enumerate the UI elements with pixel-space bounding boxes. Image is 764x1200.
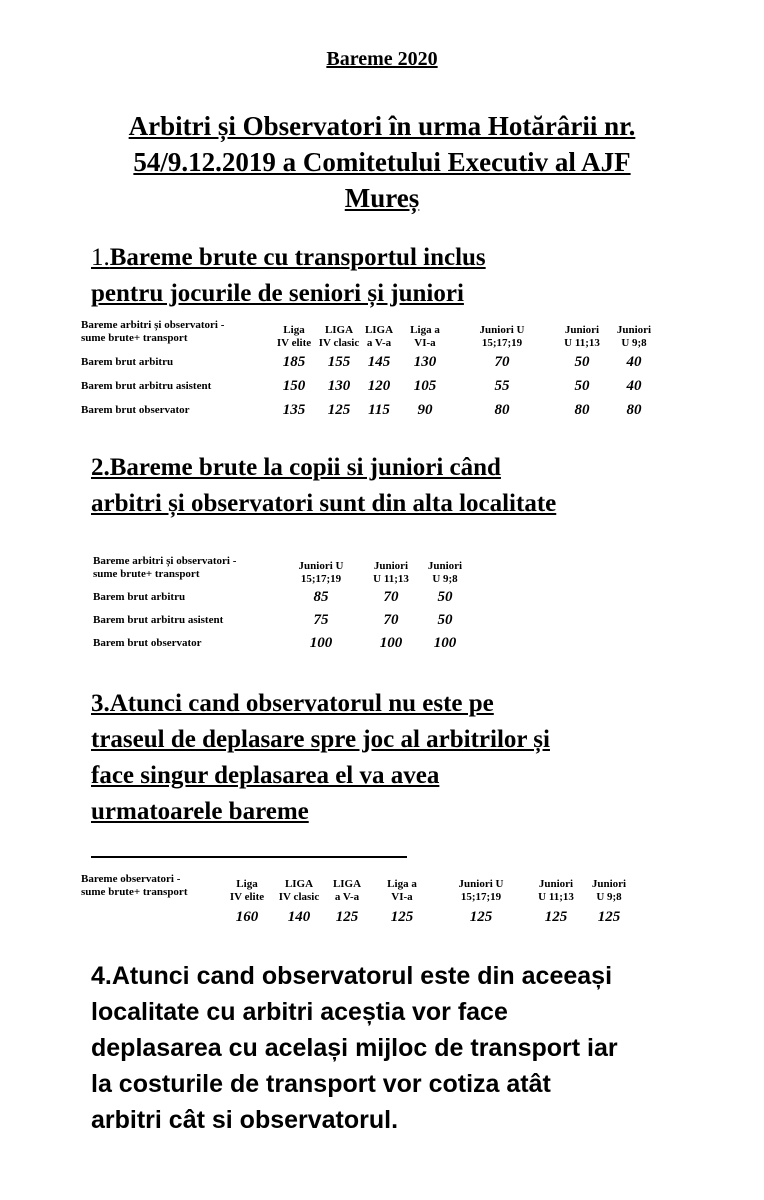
section4-paragraph bbox=[91, 958, 731, 1138]
cell-value: 70 bbox=[494, 353, 510, 370]
row-label-empty bbox=[81, 904, 223, 930]
table-row bbox=[93, 632, 467, 655]
cell-value: 50 bbox=[437, 589, 453, 605]
column-header: LIGA IV clasic bbox=[318, 324, 360, 349]
column-header: Liga IV elite bbox=[276, 324, 312, 349]
cell-value: 85 bbox=[313, 589, 329, 605]
cell-value: 135 bbox=[282, 401, 306, 418]
table-row bbox=[81, 904, 631, 930]
section4-line: deplasarea cu același mijloc de transport iar bbox=[91, 1034, 618, 1062]
row-label: Barem brut arbitru asistent bbox=[81, 379, 212, 392]
cell-value: 140 bbox=[287, 908, 311, 925]
section1-heading-line: Bareme brute cu transportul inclus bbox=[109, 244, 486, 271]
cell-value: 130 bbox=[413, 353, 437, 370]
cell-value: 70 bbox=[383, 612, 399, 628]
cell-value: 100 bbox=[379, 635, 403, 651]
cell-value: 40 bbox=[626, 377, 642, 394]
column-header: Juniori U 15;17;19 bbox=[298, 560, 344, 585]
column-header: Liga a VI-a bbox=[387, 878, 417, 903]
column-header: LIGA a V-a bbox=[332, 878, 362, 903]
cell-value: 120 bbox=[367, 377, 391, 394]
column-header: LIGA IV clasic bbox=[278, 878, 320, 903]
table-row bbox=[93, 609, 467, 632]
column-header: LIGA a V-a bbox=[364, 324, 394, 349]
section4-line: localitate cu arbitri aceștia vor face bbox=[91, 998, 508, 1026]
section4-line: 4.Atunci cand observatorul este din aceeași bbox=[91, 962, 613, 990]
column-header: Juniori U 11;13 bbox=[538, 878, 574, 903]
cell-value: 100 bbox=[309, 635, 333, 651]
row-label: Barem brut observator bbox=[81, 403, 190, 416]
column-header: Juniori U 15;17;19 bbox=[458, 878, 504, 903]
column-header: Juniori U 9;8 bbox=[591, 878, 627, 903]
section4-line: arbitri cât si observatorul. bbox=[91, 1106, 399, 1134]
row-label: Barem brut arbitru bbox=[81, 355, 174, 368]
cell-value: 125 bbox=[390, 908, 414, 925]
table-header-row bbox=[81, 314, 655, 350]
table-header-row bbox=[93, 550, 467, 586]
cell-value: 160 bbox=[235, 908, 259, 925]
cell-value: 50 bbox=[574, 377, 590, 394]
cell-value: 80 bbox=[626, 401, 642, 418]
column-header: Juniori U 15;17;19 bbox=[479, 324, 525, 349]
cell-value: 100 bbox=[433, 635, 457, 651]
cell-value: 40 bbox=[626, 353, 642, 370]
cell-value: 55 bbox=[494, 377, 510, 394]
cell-value: 115 bbox=[368, 401, 390, 418]
cell-value: 50 bbox=[574, 353, 590, 370]
cell-value: 150 bbox=[282, 377, 306, 394]
section3-heading-line: 3.Atunci cand observatorul nu este pe bbox=[91, 690, 494, 717]
section3-table bbox=[81, 868, 631, 930]
cell-value: 125 bbox=[327, 401, 351, 418]
table-row bbox=[81, 398, 655, 422]
row-label: Barem brut observator bbox=[93, 637, 202, 649]
cell-value: 125 bbox=[469, 908, 493, 925]
cell-value: 80 bbox=[574, 401, 590, 418]
column-header: Juniori U 9;8 bbox=[616, 324, 652, 349]
row-label: Barem brut arbitru bbox=[93, 591, 186, 603]
main-title-line: 54/9.12.2019 a Comitetului Executiv al AJF bbox=[133, 147, 631, 177]
cell-value: 125 bbox=[597, 908, 621, 925]
table-corner-label: Bareme arbitri și observatori - sume brute+ transport bbox=[93, 555, 237, 580]
section1-heading-line: pentru jocurile de seniori și juniori bbox=[91, 280, 464, 307]
cell-value: 155 bbox=[327, 353, 351, 370]
cell-value: 80 bbox=[494, 401, 510, 418]
main-title-line: Mureș bbox=[344, 183, 420, 213]
cell-value: 105 bbox=[413, 377, 437, 394]
section1-table bbox=[81, 314, 655, 422]
table-row bbox=[81, 374, 655, 398]
section2-heading-line: 2.Bareme brute la copii si juniori când bbox=[91, 454, 501, 481]
section2-table bbox=[93, 550, 467, 655]
section1-heading bbox=[91, 240, 486, 312]
cell-value: 75 bbox=[313, 612, 329, 628]
column-header: Juniori U 11;13 bbox=[373, 560, 409, 585]
table-header-row bbox=[81, 868, 631, 904]
column-header: Liga a VI-a bbox=[410, 324, 440, 349]
cell-value: 125 bbox=[544, 908, 568, 925]
section2-heading bbox=[91, 450, 556, 522]
table-corner-label: Bareme observatori - sume brute+ transport bbox=[81, 873, 188, 898]
cell-value: 185 bbox=[282, 353, 306, 370]
cell-value: 130 bbox=[327, 377, 351, 394]
divider-line bbox=[91, 856, 407, 858]
section4-line: la costurile de transport vor cotiza atât bbox=[91, 1070, 551, 1098]
section1-number: 1. bbox=[91, 244, 110, 271]
table-row bbox=[81, 350, 655, 374]
document-title: Bareme 2020 bbox=[326, 48, 438, 70]
section2-heading-line: arbitri și observatori sunt din alta localitate bbox=[91, 490, 557, 517]
section3-heading-line: urmatoarele bareme bbox=[91, 798, 309, 825]
table-corner-label: Bareme arbitri și observatori - sume brute+ transport bbox=[81, 319, 225, 344]
column-header: Juniori U 9;8 bbox=[427, 560, 463, 585]
section3-heading bbox=[91, 686, 550, 830]
table-row bbox=[93, 586, 467, 609]
section3-heading-line: face singur deplasarea el va avea bbox=[91, 762, 440, 789]
cell-value: 70 bbox=[383, 589, 399, 605]
cell-value: 50 bbox=[437, 612, 453, 628]
cell-value: 145 bbox=[367, 353, 391, 370]
cell-value: 125 bbox=[335, 908, 359, 925]
row-label: Barem brut arbitru asistent bbox=[93, 614, 224, 626]
cell-value: 90 bbox=[417, 401, 433, 418]
section3-heading-line: traseul de deplasare spre joc al arbitrilor și bbox=[91, 726, 550, 753]
column-header: Juniori U 11;13 bbox=[564, 324, 600, 349]
column-header: Liga IV elite bbox=[229, 878, 265, 903]
main-title bbox=[0, 108, 764, 216]
main-title-line: Arbitri și Observatori în urma Hotărârii nr. bbox=[128, 111, 636, 141]
